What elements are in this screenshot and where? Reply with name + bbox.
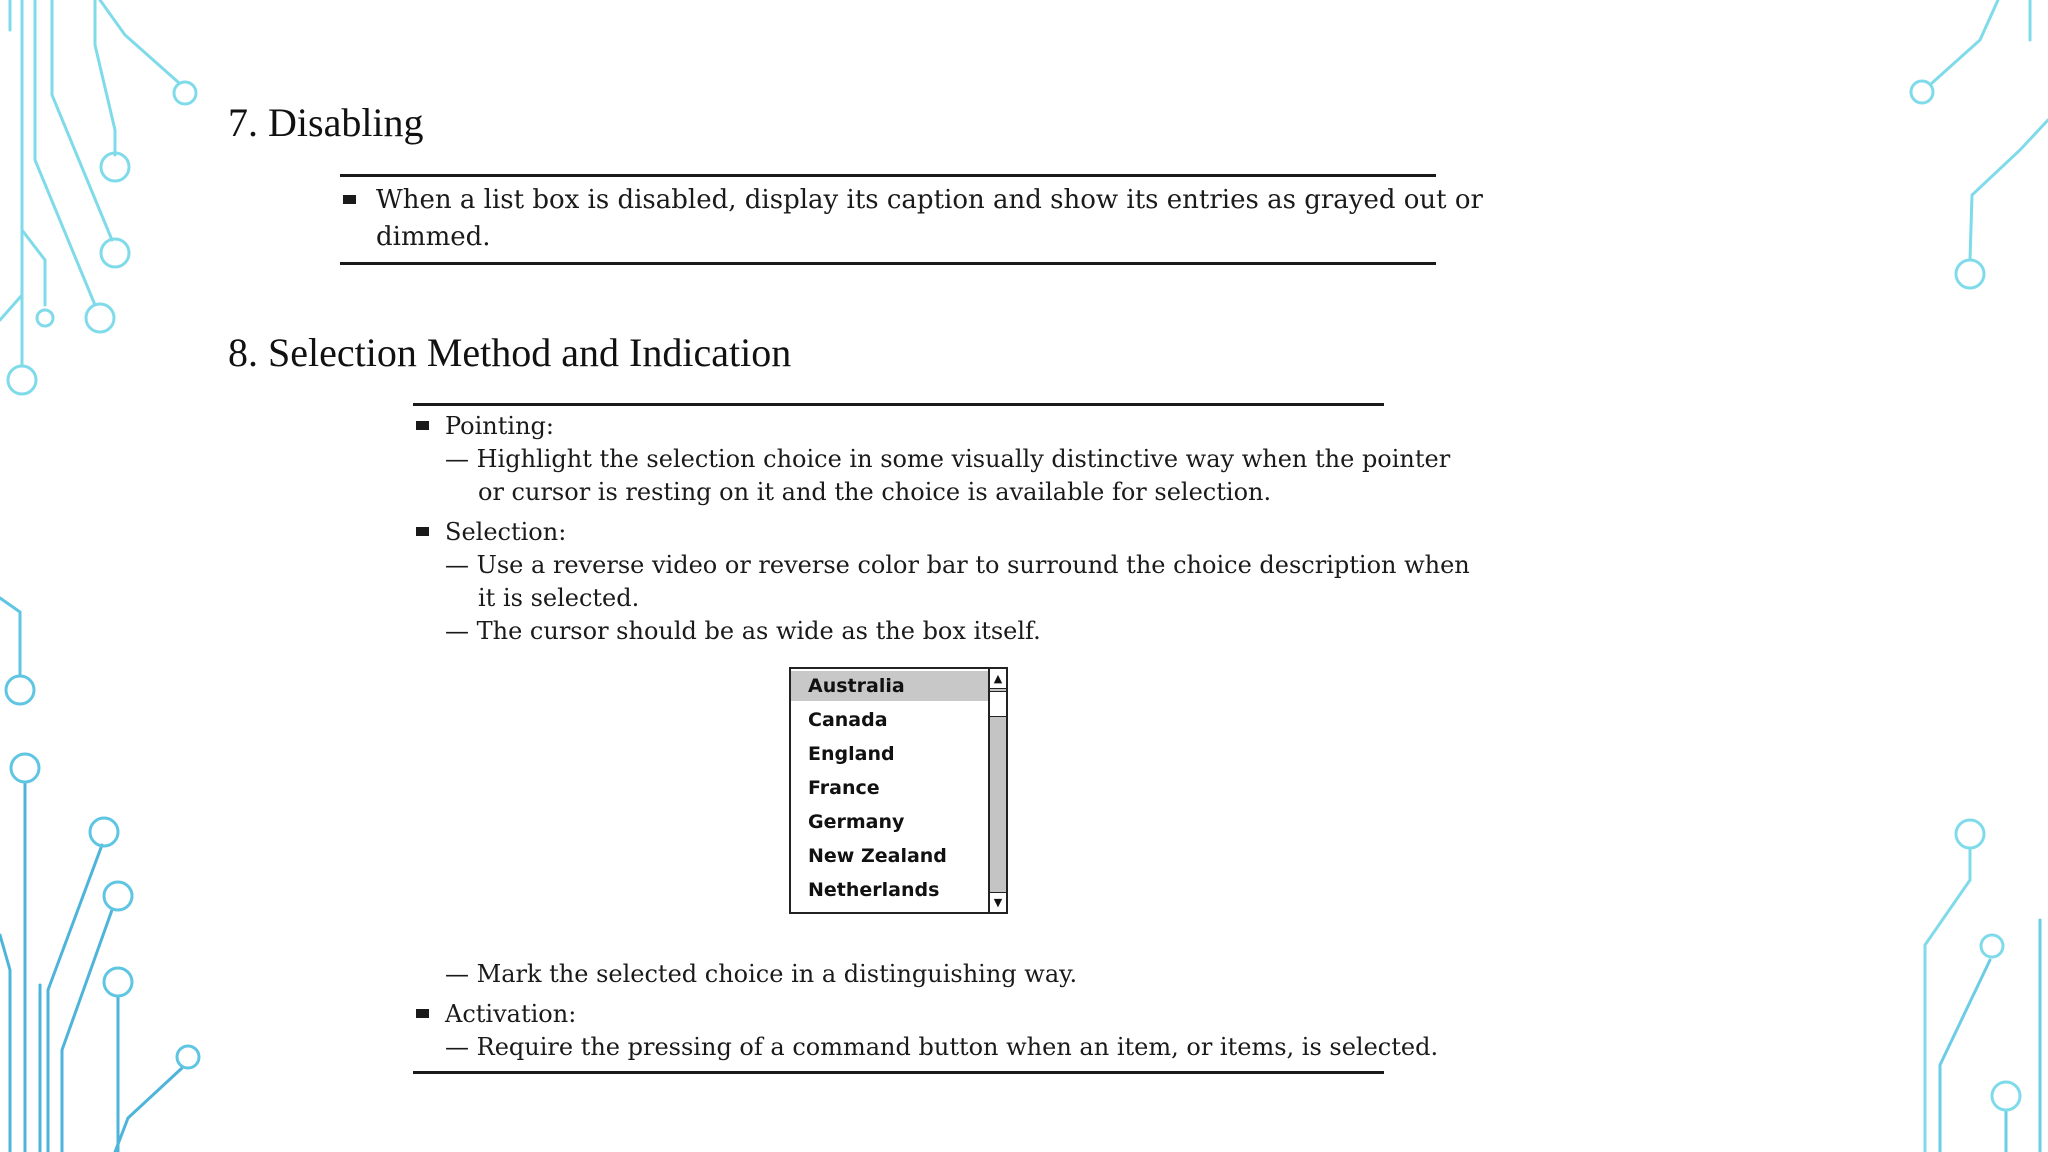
selection-label: Selection: xyxy=(445,518,567,546)
listbox-option[interactable]: Canada xyxy=(808,709,888,731)
pointing-label: Pointing: xyxy=(445,412,554,440)
listbox-option[interactable]: France xyxy=(808,777,880,799)
bullet-icon xyxy=(416,421,429,430)
section-7-top-rule xyxy=(340,174,1436,177)
country-listbox[interactable] xyxy=(789,667,1008,914)
section-7-text-line1: When a list box is disabled, display its caption and show its entries as grayed out or xyxy=(376,185,1483,215)
scroll-thumb[interactable] xyxy=(990,691,1006,717)
scroll-down-arrow-icon[interactable]: ▼ xyxy=(990,892,1006,912)
listbox-option[interactable]: Australia xyxy=(791,671,988,701)
pointing-dash-line2: or cursor is resting on it and the choice is available for selection. xyxy=(478,478,1272,506)
section-8-top-rule xyxy=(413,403,1384,406)
pointing-dash-line1: — Highlight the selection choice in some visually distinctive way when the pointer xyxy=(445,445,1451,473)
listbox-items xyxy=(791,669,988,912)
section-8-heading: 8. Selection Method and Indication xyxy=(228,330,792,375)
selection-dash1-line2: it is selected. xyxy=(478,584,640,612)
listbox-option[interactable]: New Zealand xyxy=(808,845,947,867)
listbox-scrollbar[interactable] xyxy=(988,669,1006,912)
activation-dash1: — Require the pressing of a command button when an item, or items, is selected. xyxy=(445,1033,1439,1061)
bullet-icon xyxy=(416,527,429,536)
section-7-bottom-rule xyxy=(340,262,1436,265)
bullet-icon xyxy=(416,1009,429,1018)
section-7-text-line2: dimmed. xyxy=(376,222,491,252)
selection-dash3: — Mark the selected choice in a distinguishing way. xyxy=(445,960,1078,988)
listbox-option[interactable]: Germany xyxy=(808,811,905,833)
activation-label: Activation: xyxy=(445,1000,577,1028)
selection-dash2: — The cursor should be as wide as the box itself. xyxy=(445,617,1041,645)
bullet-icon xyxy=(343,195,356,204)
section-7-heading: 7. Disabling xyxy=(228,100,424,145)
selection-dash1-line1: — Use a reverse video or reverse color bar to surround the choice description when xyxy=(445,551,1470,579)
listbox-option[interactable]: Netherlands xyxy=(808,879,940,901)
listbox-option[interactable]: England xyxy=(808,743,895,765)
scroll-up-arrow-icon[interactable]: ▲ xyxy=(990,669,1006,689)
section-8-bottom-rule xyxy=(413,1071,1384,1074)
